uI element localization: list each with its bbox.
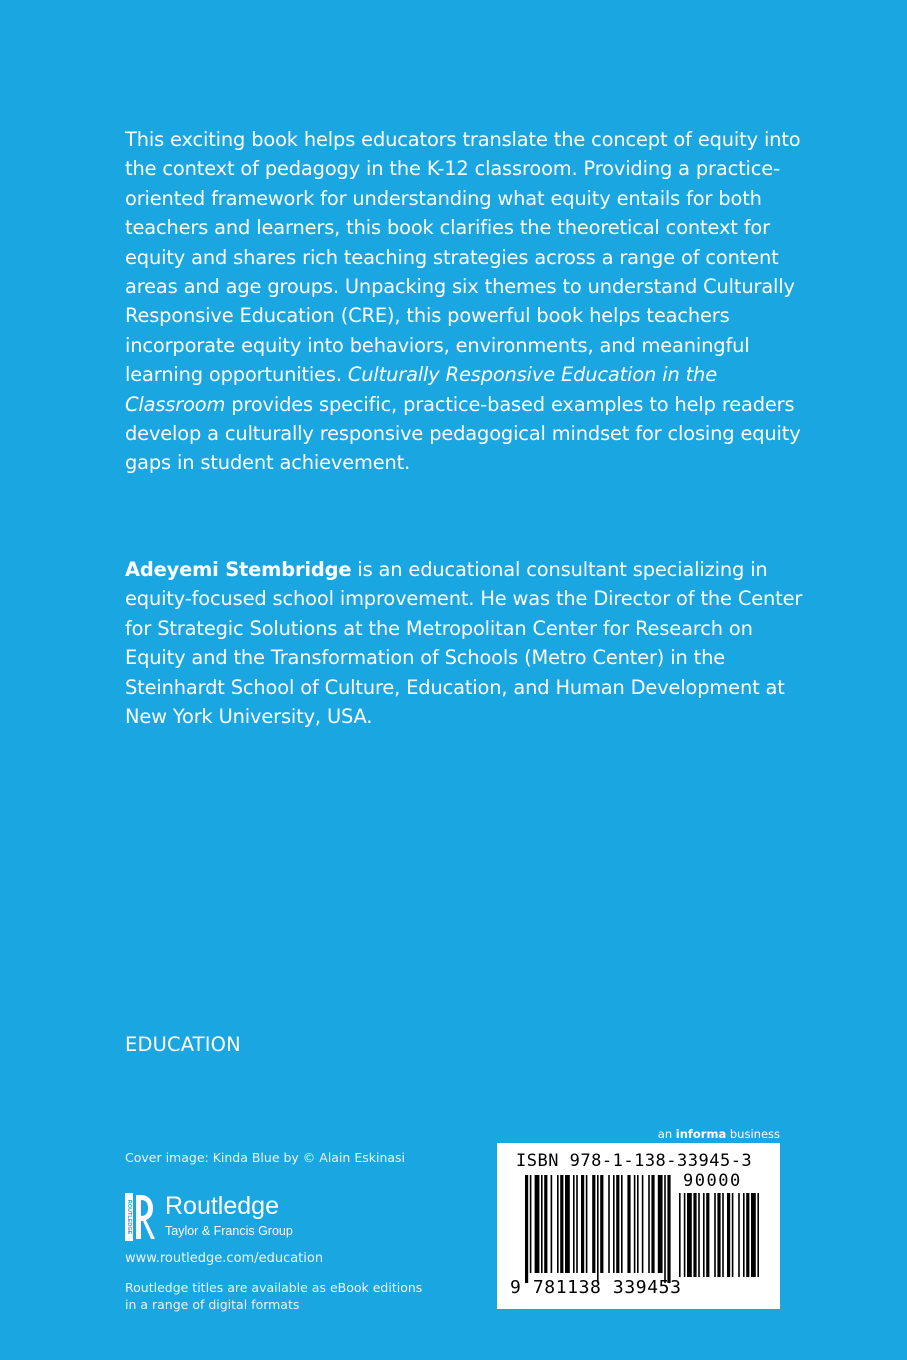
informa-business-tagline xyxy=(658,1127,780,1141)
barcode-bar xyxy=(667,1175,670,1283)
barcode-bar xyxy=(613,1175,615,1273)
barcode-bar xyxy=(648,1175,650,1273)
barcode-bar xyxy=(743,1193,745,1277)
barcode-bar xyxy=(703,1193,705,1277)
barcode-bar xyxy=(535,1175,540,1273)
barcode-bar xyxy=(592,1175,595,1273)
ean-digits: 9 781138 339453 xyxy=(510,1277,682,1298)
barcode-bar xyxy=(586,1175,588,1273)
barcode-bar xyxy=(687,1193,692,1277)
barcode-bar xyxy=(684,1193,686,1277)
author-bio xyxy=(125,555,805,731)
barcode-bar xyxy=(664,1175,666,1283)
barcode-bar xyxy=(714,1193,716,1277)
informa-brand: informa xyxy=(675,1127,727,1141)
barcode-bar xyxy=(600,1175,603,1273)
description-text-start: This exciting book helps educators translate the concept of equity into the context of pedagogy in the K-12 classroom. Providing a practice-oriented framework for understanding what equity entails for both teachers and learners, this book clarifies the theoretical context for equity and shares rich teaching strategies across a range of content areas and age groups. Unpacking six themes to understand Culturally Responsive Education (CRE), this powerful book helps teachers incorporate equity into behaviors, environments, and meaningful learning opportunities. xyxy=(125,128,801,387)
book-description xyxy=(125,125,805,478)
barcode-bar xyxy=(544,1175,547,1273)
barcode-bar xyxy=(608,1175,610,1273)
barcode-bar xyxy=(634,1175,636,1273)
barcode-bar xyxy=(637,1175,639,1273)
barcode-bar xyxy=(541,1175,543,1273)
barcode-bar xyxy=(565,1175,570,1273)
barcode-bar xyxy=(530,1175,532,1273)
barcode-bar xyxy=(581,1175,584,1273)
publisher-url[interactable]: www.routledge.com/education xyxy=(125,1251,324,1266)
barcode-bar xyxy=(576,1175,578,1273)
barcode-bar xyxy=(557,1175,559,1273)
barcode-bar xyxy=(627,1175,630,1273)
barcode-bar xyxy=(551,1175,553,1273)
publisher-name: Routledge xyxy=(165,1192,279,1220)
isbn-label: ISBN 978-1-138-33945-3 xyxy=(516,1151,753,1171)
ebook-availability-note: Routledge titles are available as eBook editions in a range of digital formats xyxy=(125,1280,423,1312)
barcode-bar xyxy=(751,1193,756,1277)
barcode-bar xyxy=(621,1175,623,1273)
description-text-end: provides specific, practice-based examples to help readers develop a culturally responsive pedagogical mindset for closing equity gaps in student achievement. xyxy=(125,392,801,475)
barcode-bar xyxy=(722,1193,724,1277)
barcode-bar xyxy=(597,1175,599,1283)
informa-prefix: an xyxy=(657,1127,676,1141)
informa-suffix: business xyxy=(726,1127,780,1141)
cover-image-credit: Cover image: Kinda Blue by © Alain Eskinasi xyxy=(125,1150,406,1165)
barcode-bar xyxy=(732,1193,734,1277)
barcode-bar xyxy=(693,1193,696,1277)
author-bio-text: is an educational consultant specializing in equity-focused school improvement. He was the Director of the Center for Strategic Solutions at the Metropolitan Center for Research on Equity and the Transformation of Schools (Metro Center) in the Steinhardt School of Culture, Education, and Human Development at New York University, USA. xyxy=(125,558,803,729)
subject-category: EDUCATION xyxy=(125,1033,241,1056)
barcode-bar xyxy=(525,1175,528,1283)
logo-mark-text: ROUTLEDGE xyxy=(126,1199,132,1235)
book-title-italic: Culturally Responsive Education in the Classroom xyxy=(125,363,717,416)
publisher-group: Taylor & Francis Group xyxy=(165,1224,293,1238)
barcode-bar xyxy=(616,1175,619,1273)
price-addon-digits: 90000 xyxy=(683,1171,742,1191)
barcode-bar xyxy=(651,1175,654,1273)
barcode-bar xyxy=(746,1193,749,1277)
isbn-barcode xyxy=(497,1143,780,1309)
barcode-bar xyxy=(717,1193,720,1277)
barcode-bar xyxy=(706,1193,709,1277)
barcode-bar xyxy=(738,1193,740,1277)
barcode-bar xyxy=(757,1193,759,1277)
routledge-logo-icon xyxy=(125,1193,155,1241)
barcode-bar xyxy=(679,1193,681,1277)
barcode-bar xyxy=(698,1193,700,1277)
barcode-bar xyxy=(573,1175,575,1273)
barcode-bar xyxy=(658,1175,663,1273)
barcode-bar xyxy=(560,1175,563,1273)
barcode-bar xyxy=(727,1193,730,1277)
barcode-bar xyxy=(642,1175,644,1273)
author-name: Adeyemi Stembridge xyxy=(125,558,352,581)
